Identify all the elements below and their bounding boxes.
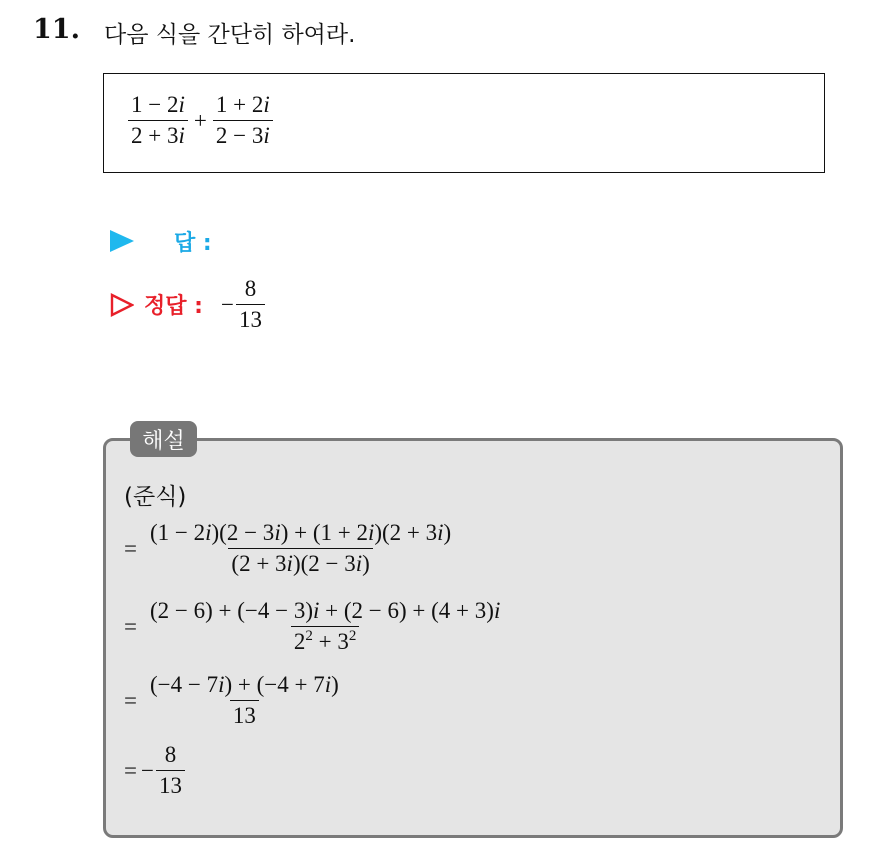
imag-unit: i xyxy=(178,123,185,148)
step2-denominator: $2^2 + 3^2$ xyxy=(291,626,359,655)
correct-answer-label: 정답 : xyxy=(144,294,203,319)
step1-denominator: (2 + 3i)(2 − 3i) xyxy=(228,548,372,577)
filled-triangle-icon xyxy=(110,230,134,252)
step2-numerator: (2 − 6) + (−4 − 3)i + (2 − 6) + (4 + 3)i xyxy=(149,598,501,623)
equals-sign: = xyxy=(124,757,137,783)
solution-tag: 해설 xyxy=(130,421,197,457)
imag-unit: i xyxy=(263,92,270,117)
term2-numerator: 1 + 2 xyxy=(215,92,264,117)
plus-operator: + xyxy=(193,107,207,133)
answer-label: 답 : xyxy=(174,230,212,256)
equals-sign: = xyxy=(124,687,137,713)
step3-numerator: (−4 − 7i) + (−4 + 7i) xyxy=(149,672,339,697)
outline-triangle-icon xyxy=(110,293,134,317)
step4-numerator: 8 xyxy=(164,742,177,767)
solution-step-4 xyxy=(124,742,185,799)
problem-fraction-1 xyxy=(128,92,188,149)
problem-box xyxy=(103,73,825,173)
term1-denominator: 2 + 3 xyxy=(131,123,179,148)
correct-numerator: 8 xyxy=(244,276,257,301)
correct-answer-row xyxy=(110,276,265,333)
solution-step-3 xyxy=(124,672,342,729)
answer-row xyxy=(110,226,212,256)
step4-denominator: 13 xyxy=(156,770,185,799)
step1-numerator: (1 − 2i)(2 − 3i) + (1 + 2i)(2 + 3i) xyxy=(149,520,452,545)
step3-denominator: 13 xyxy=(230,700,259,729)
correct-denominator: 13 xyxy=(236,304,265,333)
solution-step-1 xyxy=(124,520,454,577)
problem-fraction-2 xyxy=(213,92,273,149)
question-number: 11. xyxy=(33,14,80,45)
problem-expression xyxy=(128,92,273,149)
equals-sign: = xyxy=(124,535,137,561)
imag-unit: i xyxy=(178,92,185,117)
minus-sign: − xyxy=(140,757,154,783)
correct-fraction xyxy=(236,276,265,333)
imag-unit: i xyxy=(263,123,270,148)
solution-step-2 xyxy=(124,598,503,655)
term2-denominator: 2 − 3 xyxy=(215,123,264,148)
term1-numerator: 1 − 2 xyxy=(131,92,179,117)
solution-intro: (준식) xyxy=(124,484,187,510)
correct-answer-value xyxy=(221,276,265,333)
equals-sign: = xyxy=(124,613,137,639)
minus-sign: − xyxy=(220,291,234,317)
question-text: 다음 식을 간단히 하여라. xyxy=(104,22,356,48)
